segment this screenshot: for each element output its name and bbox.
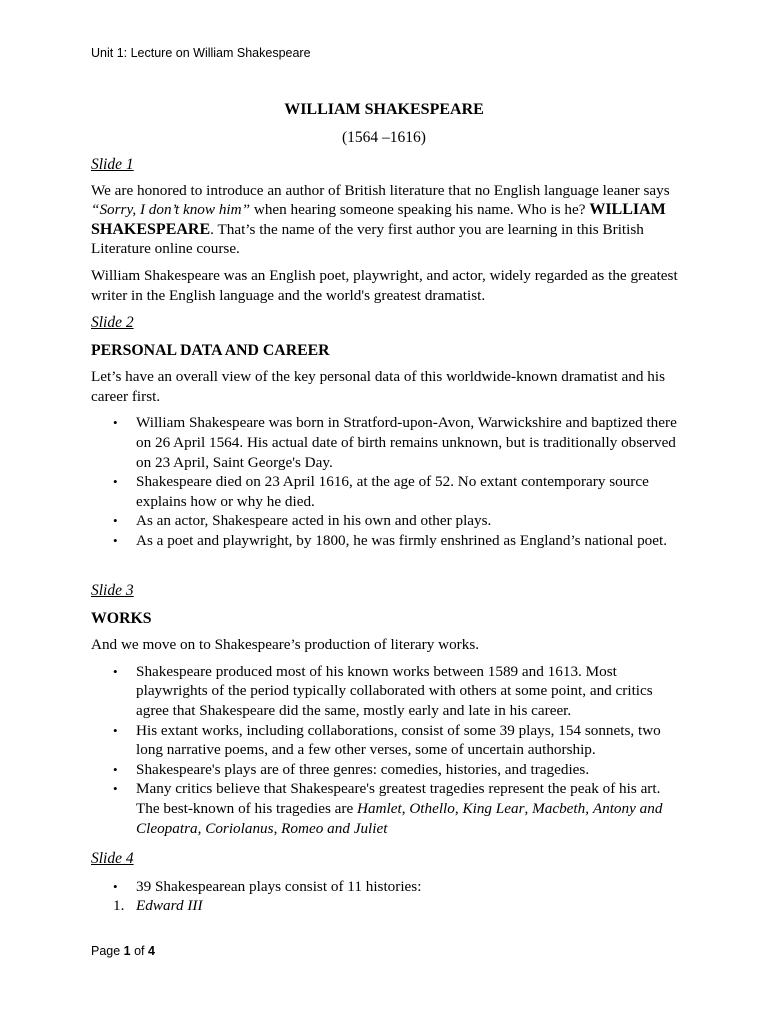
bullet-icon: • bbox=[113, 513, 118, 529]
list-number: 1. bbox=[113, 897, 125, 915]
current-page-number: 1 bbox=[123, 944, 131, 958]
slide-4-label: Slide 4 bbox=[91, 850, 134, 867]
slide-4-bullet-list bbox=[91, 877, 681, 916]
title-separator: , bbox=[454, 799, 463, 817]
slide-1-paragraph-2: William Shakespeare was an English poet, playwright, and actor, widely regarded as the greatest writer in the English language and the world's greatest dramatist. bbox=[91, 266, 678, 304]
list-item-text bbox=[136, 780, 662, 836]
bullet-icon: • bbox=[113, 532, 118, 548]
list-item bbox=[91, 877, 681, 897]
title-separator: , bbox=[273, 819, 282, 837]
title-macbeth: Macbeth bbox=[532, 799, 586, 817]
list-item bbox=[91, 413, 681, 472]
title-separator: , bbox=[524, 799, 533, 817]
slide-2-intro: Let’s have an overall view of the key personal data of this worldwide-known dramatist and his career first. bbox=[91, 368, 666, 405]
bullet-icon: • bbox=[113, 474, 118, 490]
list-item bbox=[91, 760, 681, 780]
list-item bbox=[91, 531, 681, 551]
list-item-text: William Shakespeare was born in Stratford-upon-Avon, Warwickshire and baptized there on 26 April 1564. His actual date of birth remains unknown, but is traditionally observed on 23 April, Saint George's Day. bbox=[136, 414, 677, 471]
list-item bbox=[91, 779, 681, 838]
title-hamlet: Hamlet bbox=[357, 799, 402, 817]
footer-prefix: Page bbox=[91, 944, 124, 958]
footer-of: of bbox=[130, 944, 148, 958]
title-separator: , bbox=[197, 819, 206, 837]
slide-3-section bbox=[91, 581, 681, 838]
title-romeo-and-juliet: Romeo and Juliet bbox=[281, 819, 388, 837]
title-separator: , bbox=[585, 799, 593, 817]
title-othello: Othello bbox=[409, 799, 455, 817]
bullet-icon: • bbox=[113, 761, 118, 777]
list-item-text: Shakespeare died on 23 April 1616, at the age of 52. No extant contemporary source explains how or why he died. bbox=[136, 473, 649, 510]
document-title: WILLIAM SHAKESPEARE bbox=[284, 101, 484, 118]
slide-2-heading: PERSONAL DATA AND CAREER bbox=[91, 341, 330, 359]
bullet-icon: • bbox=[113, 415, 118, 431]
slide-1-label: Slide 1 bbox=[91, 156, 134, 173]
total-page-count: 4 bbox=[148, 944, 155, 958]
bullet-icon: • bbox=[113, 878, 118, 894]
title-separator: , bbox=[401, 799, 410, 817]
list-item-text: 39 Shakespearean plays consist of 11 histories: bbox=[136, 877, 422, 895]
title-king-lear: King Lear bbox=[462, 799, 525, 817]
bullet-icon: • bbox=[113, 722, 118, 738]
slide-1-paragraph-1 bbox=[91, 181, 681, 259]
slide-3-intro: And we move on to Shakespeare’s production of literary works. bbox=[91, 636, 480, 654]
bullet-icon: • bbox=[113, 663, 118, 679]
list-item-text: Edward III bbox=[136, 897, 203, 915]
slide-3-label: Slide 3 bbox=[91, 582, 134, 599]
title-antony-and-cleopatra: Antony and Cleopatra bbox=[136, 799, 663, 837]
list-item bbox=[91, 662, 681, 721]
list-item-text: His extant works, including collaborations, consist of some 39 plays, 154 sonnets, two long narrative poems, and a few other verses, some of uncertain authorship. bbox=[136, 721, 661, 759]
p1-quote: “Sorry, I don’t know him” bbox=[91, 201, 251, 219]
slide-3-bullet-list bbox=[91, 662, 681, 838]
bullet-icon: • bbox=[113, 781, 118, 797]
list-item bbox=[91, 721, 681, 760]
list-item-text: As an actor, Shakespeare acted in his own and other plays. bbox=[136, 512, 492, 530]
list-item bbox=[91, 472, 681, 511]
list-item-text: As a poet and playwright, by 1800, he was firmly enshrined as England’s national poet. bbox=[136, 531, 668, 549]
list-item-text: Shakespeare's plays are of three genres: comedies, histories, and tragedies. bbox=[136, 760, 590, 778]
title-coriolanus: Coriolanus bbox=[205, 819, 274, 837]
list-item-text: Shakespeare produced most of his known works between 1589 and 1613. Most playwrights of the period typically collaborated with others at some point, and critics agree that Shakespeare did the same, mostly early and late in his career. bbox=[136, 662, 653, 719]
slide-1-section bbox=[91, 155, 681, 305]
slide-3-heading: WORKS bbox=[91, 609, 152, 627]
slide-2-section bbox=[91, 313, 681, 551]
numbered-list-item bbox=[91, 896, 681, 916]
tragedies-intro: Many critics believe that Shakespeare's greatest tragedies represent the peak of his art. The best-known of his tragedies are bbox=[136, 780, 661, 817]
list-item bbox=[91, 511, 681, 531]
p1-author-name: WILLIAM SHAKESPEARE bbox=[91, 201, 666, 238]
slide-2-label: Slide 2 bbox=[91, 314, 134, 331]
page-header: Unit 1: Lecture on William Shakespeare bbox=[91, 46, 311, 60]
p1-text-c: . That’s the name of the very first author you are learning in this British Literature online course. bbox=[91, 220, 644, 258]
author-dates: (1564 –1616) bbox=[342, 129, 426, 146]
page-footer bbox=[91, 944, 155, 958]
slide-4-section bbox=[91, 849, 681, 916]
p1-text-a: We are honored to introduce an author of British literature that no English language leaner says bbox=[91, 181, 670, 199]
p1-text-b: when hearing someone speaking his name. Who is he? bbox=[250, 201, 590, 219]
slide-2-bullet-list bbox=[91, 413, 681, 550]
